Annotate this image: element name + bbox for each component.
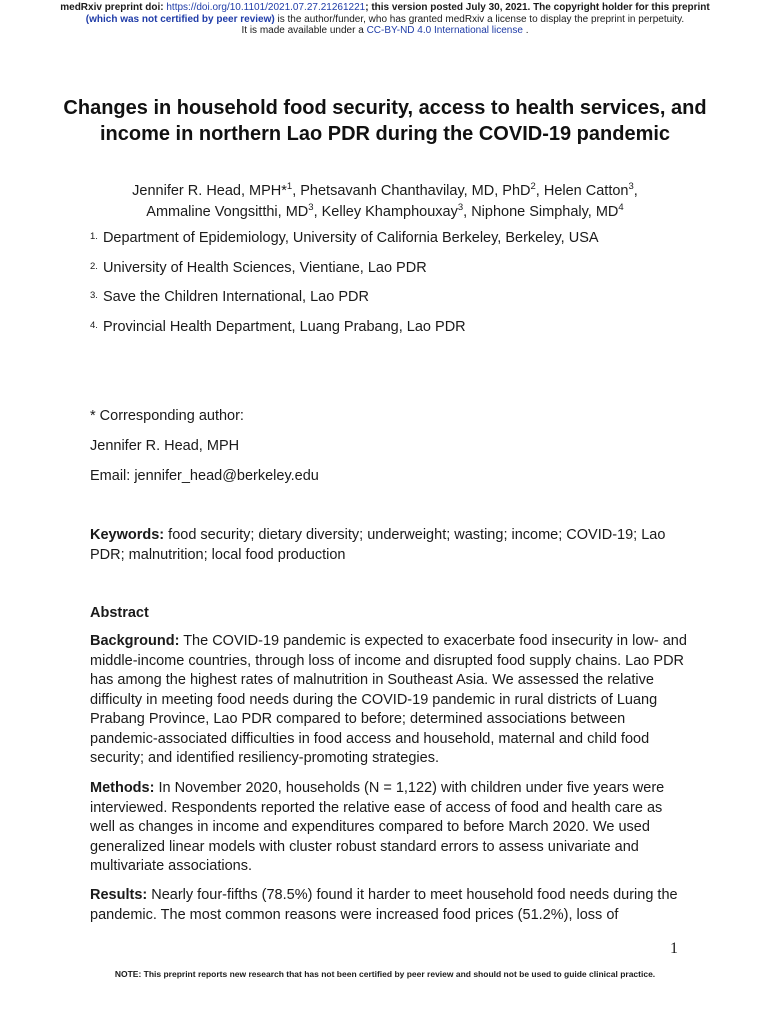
corresponding-email[interactable]: Email: jennifer_head@berkeley.edu <box>90 468 319 484</box>
affiliation-number: 1. <box>90 231 98 242</box>
author-6-affil: 4 <box>618 202 624 214</box>
methods-text: In November 2020, households (N = 1,122) with children under five years were interviewed. Respondents reported the relative ease of access of food and health care as well as changes in income and expenditures compared to before March 2020. We used generalized linear models with cluster robust standard errors to assess univariate and multivariate associations. <box>90 780 665 874</box>
author-5: , Kelley Khamphouxay <box>313 204 458 220</box>
license-link[interactable]: CC-BY-ND 4.0 International license <box>366 25 523 36</box>
keywords-label: Keywords: <box>90 527 165 543</box>
author-1-affil: 1 <box>286 181 293 193</box>
background-text: The COVID-19 pandemic is expected to exacerbate food insecurity in low- and middle-income countries, through loss of income and disrupted food supply chains. Lao PDR has among the highest rates of malnutrition in Southeast Asia. We assessed the relative difficulty in meeting food needs during the COVID-19 pandemic in rural districts of Luang Prabang Province, Lao PDR compared to before; determined associations between pandemic-associated difficulties in food access and household, maternal and child food security; and identified resiliency-promoting strategies. <box>90 633 687 766</box>
keywords-text: food security; dietary diversity; underweight; wasting; income; COVID-19; Lao PDR; malnutrition; local food production <box>90 527 666 563</box>
license-suffix: . <box>522 25 529 36</box>
author-2: , Phetsavanh Chanthavilay, MD, PhD <box>292 183 531 199</box>
affiliation-2 <box>90 259 427 277</box>
affiliation-text: Save the Children International, Lao PDR <box>102 289 369 305</box>
preprint-header <box>0 2 770 37</box>
affiliation-number: 3. <box>90 290 98 301</box>
abstract-background <box>90 632 690 769</box>
methods-label: Methods: <box>90 780 155 796</box>
license-prefix: It is made available under a <box>241 25 367 36</box>
license-statement: is the author/funder, who has granted medRxiv a license to display the preprint in perpetuity. <box>274 13 685 25</box>
paper-title: Changes in household food security, access to health services, and income in northern Lao PDR during the COVID-19 pandemic <box>63 97 707 145</box>
page-number: 1 <box>670 940 678 957</box>
abstract-heading: Abstract <box>90 605 149 621</box>
peer-review-note: (which was not certified by peer review) <box>85 13 275 25</box>
results-text: Nearly four-fifths (78.5%) found it harder to meet household food needs during the pandemic. The most common reasons were increased food prices (51.2%), loss of <box>90 887 678 923</box>
author-6: , Niphone Simphaly, MD <box>463 204 619 220</box>
header-line-1 <box>0 2 770 14</box>
keywords <box>90 526 690 565</box>
author-3: , Helen Catton <box>535 183 629 199</box>
results-label: Results: <box>90 887 148 903</box>
corresponding-label: * Corresponding author: <box>90 408 244 424</box>
affiliation-text: Provincial Health Department, Luang Prabang, Lao PDR <box>102 319 466 335</box>
header-line-2 <box>0 14 770 26</box>
abstract-methods <box>90 779 690 877</box>
abstract-results <box>90 886 690 925</box>
corresponding-name: Jennifer R. Head, MPH <box>90 438 240 454</box>
header-line-3 <box>0 25 770 37</box>
author-1: Jennifer R. Head, MPH* <box>132 183 287 199</box>
background-label: Background: <box>90 633 180 649</box>
author-5-affil: 3 <box>457 202 464 214</box>
author-4-affil: 3 <box>308 202 314 214</box>
header-suffix: ; this version posted July 30, 2021. The copyright holder for this preprint <box>365 2 710 13</box>
author-2-affil: 2 <box>530 181 536 193</box>
affiliation-text: University of Health Sciences, Vientiane, Lao PDR <box>102 260 427 276</box>
affiliation-number: 4. <box>90 320 98 331</box>
footer-note: NOTE: This preprint reports new research that has not been certified by peer review and should not be used to guide clinical practice. <box>114 969 656 979</box>
affiliation-number: 2. <box>90 261 98 272</box>
affiliation-3 <box>90 288 369 306</box>
doi-link[interactable]: https://doi.org/10.1101/2021.07.27.21261221 <box>166 2 366 13</box>
author-3-affil: 3 <box>628 181 634 193</box>
header-prefix: medRxiv preprint doi: <box>60 2 167 13</box>
author-separator: , <box>633 183 638 199</box>
affiliation-1 <box>90 229 599 247</box>
author-list <box>70 181 700 223</box>
affiliation-4 <box>90 318 466 336</box>
author-4: Ammaline Vongsitthi, MD <box>146 204 309 220</box>
affiliation-text: Department of Epidemiology, University of California Berkeley, Berkeley, USA <box>102 230 599 246</box>
